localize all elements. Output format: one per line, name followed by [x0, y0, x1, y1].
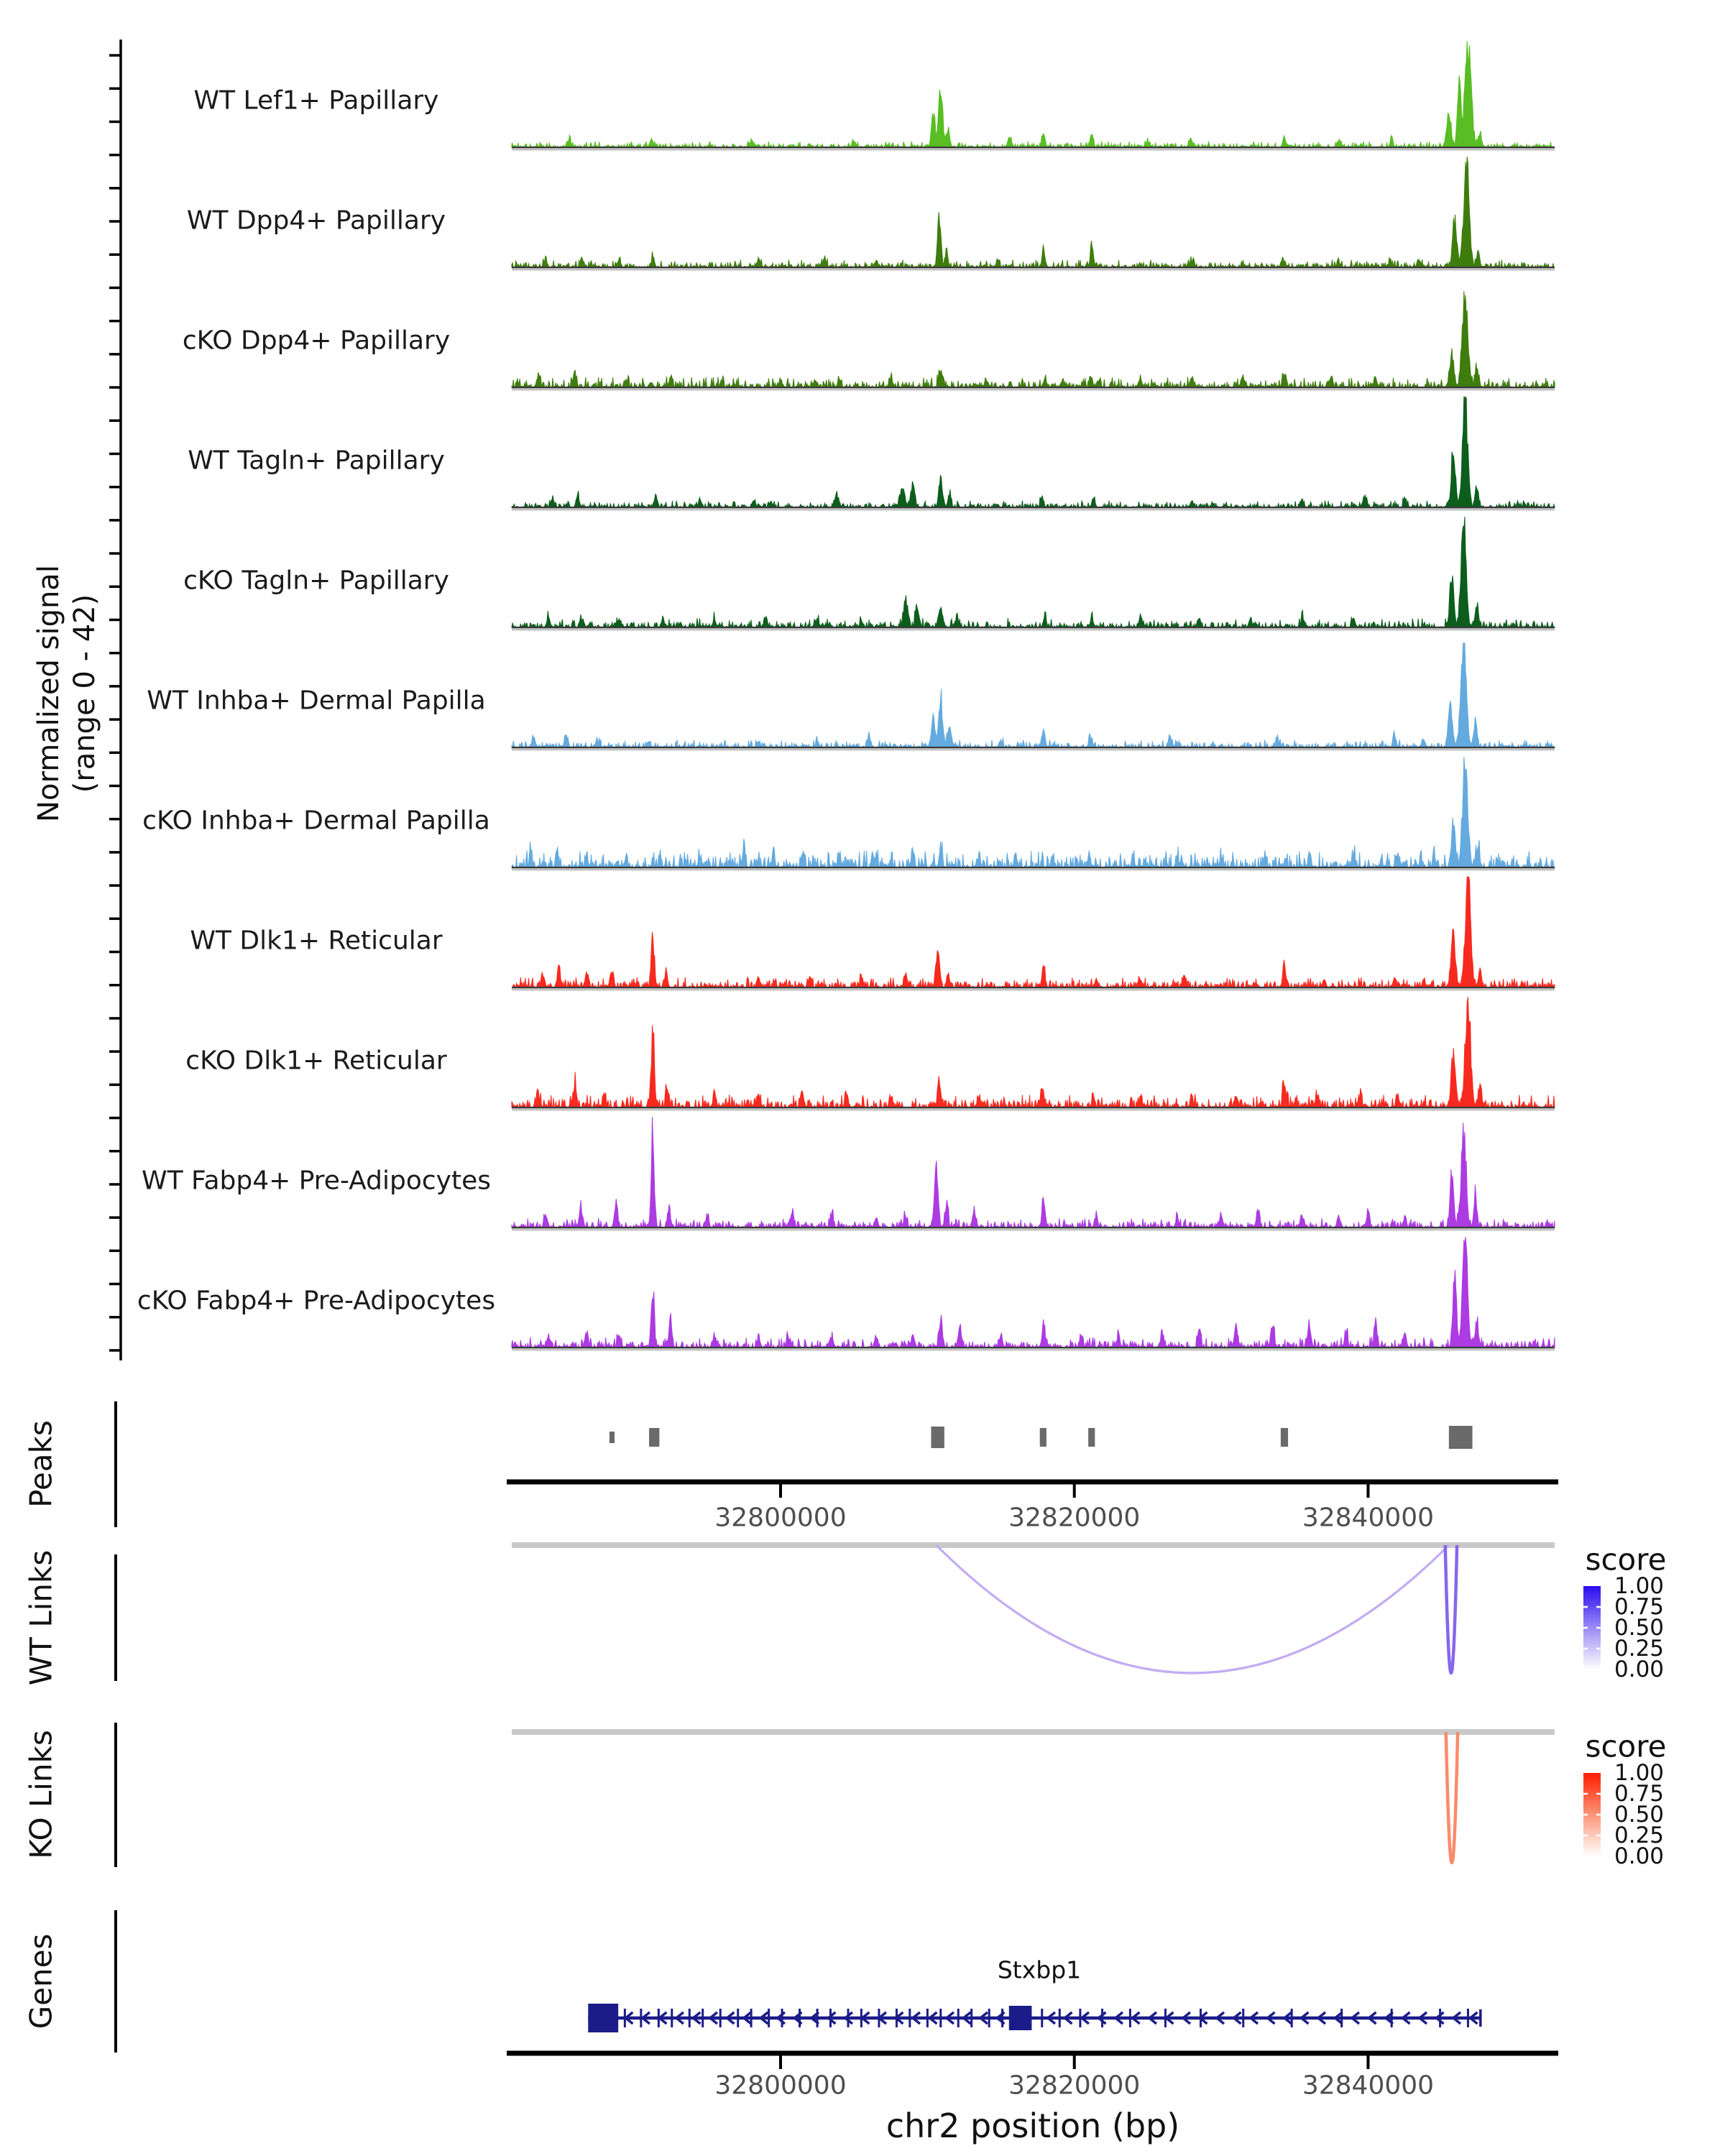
coverage-track-3 — [512, 291, 1555, 387]
x-axis-tick-label: 32840000 — [1302, 2070, 1435, 2101]
x-axis-tick-label: 32800000 — [714, 2070, 847, 2101]
legend-tick-label: 0.25 — [1614, 1823, 1665, 1848]
legend-tick-label: 0.00 — [1614, 1843, 1665, 1869]
legend-tick-label: 0.50 — [1614, 1615, 1665, 1641]
peak-region-box — [1281, 1428, 1288, 1447]
wt-link-arc — [1445, 1545, 1457, 1673]
peak-region-box — [649, 1428, 659, 1447]
coverage-track-10 — [512, 1117, 1555, 1227]
section-label-wt-links: WT Links — [23, 1549, 59, 1686]
coverage-track-6 — [512, 642, 1555, 747]
coverage-track-4 — [512, 397, 1555, 507]
x-axis-label: chr2 position (bp) — [886, 2106, 1180, 2145]
coverage-track-11 — [512, 1237, 1555, 1348]
track-label: WT Dpp4+ Papillary — [186, 206, 446, 236]
legend-tick-label: 1.00 — [1614, 1573, 1665, 1599]
track-label: WT Lef1+ Papillary — [193, 86, 439, 116]
peak-region-box — [1449, 1426, 1473, 1449]
coverage-track-5 — [512, 517, 1555, 627]
gene-name-label: Stxbp1 — [997, 1955, 1082, 1984]
track-label: cKO Fabp4+ Pre-Adipocytes — [137, 1286, 496, 1316]
track-label: WT Inhba+ Dermal Papilla — [147, 686, 486, 716]
legend-tick-label: 0.25 — [1614, 1636, 1665, 1662]
section-label-peaks: Peaks — [23, 1420, 59, 1508]
track-label: cKO Dpp4+ Papillary — [182, 326, 451, 356]
peak-region-box — [931, 1427, 944, 1448]
track-label: WT Dlk1+ Reticular — [190, 926, 443, 956]
ko-links-score-legend-title: score — [1585, 1728, 1667, 1764]
coverage-track-7 — [512, 757, 1555, 867]
legend-tick-label: 0.00 — [1614, 1657, 1665, 1682]
peak-region-box — [610, 1432, 615, 1443]
track-label: cKO Inhba+ Dermal Papilla — [142, 806, 490, 836]
peak-region-box — [1088, 1428, 1095, 1447]
legend-tick-label: 0.75 — [1614, 1781, 1665, 1807]
x-axis-tick-label: 32840000 — [1302, 1503, 1435, 1533]
coverage-track-1 — [512, 41, 1555, 147]
legend-tick-label: 0.50 — [1614, 1802, 1665, 1828]
x-axis-tick-label: 32800000 — [714, 1503, 847, 1533]
coverage-track-9 — [512, 997, 1555, 1107]
x-axis-tick-label: 32820000 — [1008, 2070, 1141, 2101]
legend-tick-label: 0.75 — [1614, 1594, 1665, 1620]
track-label: cKO Dlk1+ Reticular — [185, 1046, 447, 1076]
wt-link-arc — [937, 1545, 1449, 1673]
wt-links-score-legend-title: score — [1585, 1542, 1667, 1577]
track-label: WT Fabp4+ Pre-Adipocytes — [142, 1166, 491, 1196]
y-axis-label-line2: (range 0 - 42) — [68, 594, 101, 793]
legend-tick-label: 1.00 — [1614, 1760, 1665, 1786]
section-label-ko-links: KO Links — [23, 1730, 59, 1859]
track-label: cKO Tagln+ Papillary — [183, 566, 449, 596]
gene-exon-box — [588, 2004, 618, 2032]
section-label-genes: Genes — [23, 1933, 59, 2030]
coverage-track-8 — [512, 877, 1555, 987]
x-axis-tick-label: 32820000 — [1008, 1503, 1141, 1533]
gene-exon-box — [1009, 2006, 1032, 2030]
track-label: WT Tagln+ Papillary — [188, 446, 445, 476]
peak-region-box — [1040, 1428, 1046, 1447]
coverage-track-2 — [512, 157, 1555, 267]
ko-link-arc — [1446, 1732, 1458, 1863]
y-axis-label-line1: Normalized signal — [32, 565, 65, 822]
